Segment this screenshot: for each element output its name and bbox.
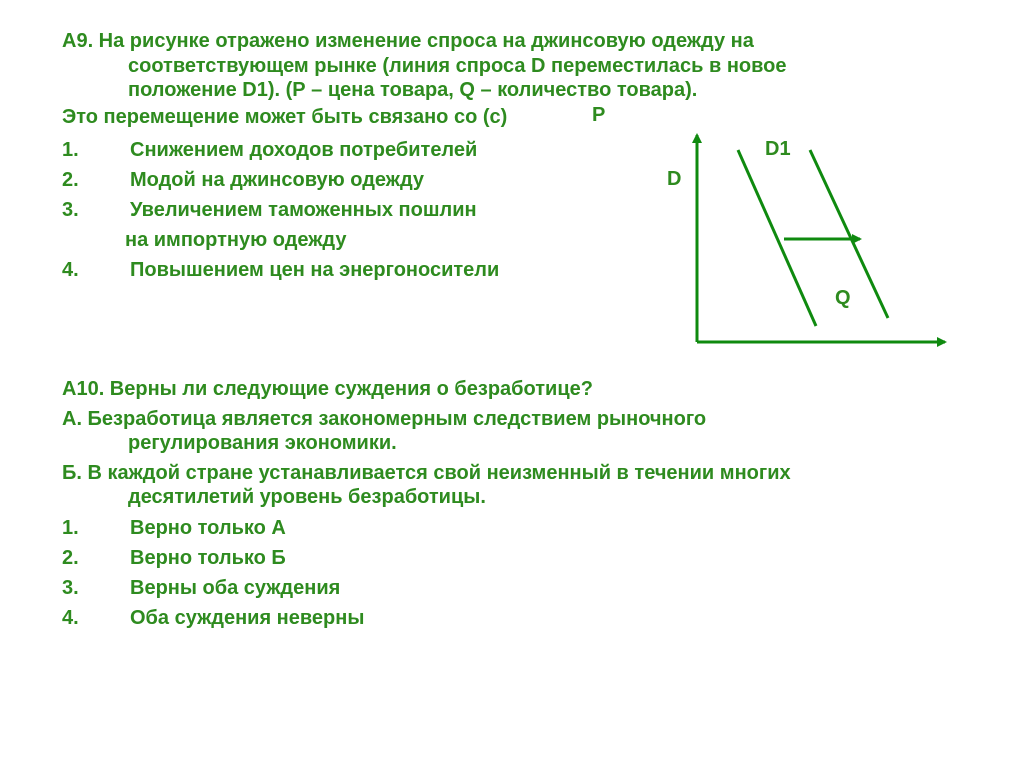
a9-question-line-2: соответствующем рынке (линия спроса D переместилась в новое <box>128 55 787 77</box>
a10-option-3-text: Верны оба суждения <box>130 577 341 599</box>
label-d: D <box>667 168 682 190</box>
a9-option-3-number: 3. <box>62 199 79 221</box>
a10-option-1-number: 1. <box>62 517 79 539</box>
a10-option-4-text: Оба суждения неверны <box>130 607 365 629</box>
a10-option-3-number: 3. <box>62 577 79 599</box>
a9-question-line-1: А9. На рисунке отражено изменение спроса на джинсовую одежду на <box>62 30 754 52</box>
a9-option-1-text: Снижением доходов потребителей <box>130 139 478 161</box>
a9-option-3-text: Увеличением таможенных пошлин <box>130 199 477 221</box>
a9-option-1-number: 1. <box>62 139 79 161</box>
a10-option-1-text: Верно только А <box>130 517 286 539</box>
a9-option-4-number: 4. <box>62 259 79 281</box>
a9-option-4-text: Повышением цен на энергоносители <box>130 259 500 281</box>
label-q: Q <box>835 287 851 309</box>
a10-statement-a-line-1: А. Безработица является закономерным следствием рыночного <box>62 408 707 430</box>
a10-option-2-number: 2. <box>62 547 79 569</box>
label-d1: D1 <box>765 138 791 160</box>
a9-option-2-text: Модой на джинсовую одежду <box>130 169 425 191</box>
a10-option-2-text: Верно только Б <box>130 547 286 569</box>
a9-option-3-continuation: на импортную одежду <box>125 229 347 251</box>
a10-statement-a-line-2: регулирования экономики. <box>128 432 397 454</box>
label-p: P <box>592 104 606 126</box>
a9-option-2-number: 2. <box>62 169 79 191</box>
a10-option-4-number: 4. <box>62 607 79 629</box>
a10-statement-b-line-1: Б. В каждой стране устанавливается свой неизменный в течении многих <box>62 462 791 484</box>
a10-question: А10. Верны ли следующие суждения о безработице? <box>62 378 593 400</box>
a9-question-line-3: положение D1). (Р – цена товара, Q – количество товара). <box>128 79 698 101</box>
demand-shift-graph <box>592 100 960 360</box>
a9-prompt: Это перемещение может быть связано со (с) <box>62 106 508 128</box>
a10-statement-b-line-2: десятилетий уровень безработицы. <box>128 486 486 508</box>
